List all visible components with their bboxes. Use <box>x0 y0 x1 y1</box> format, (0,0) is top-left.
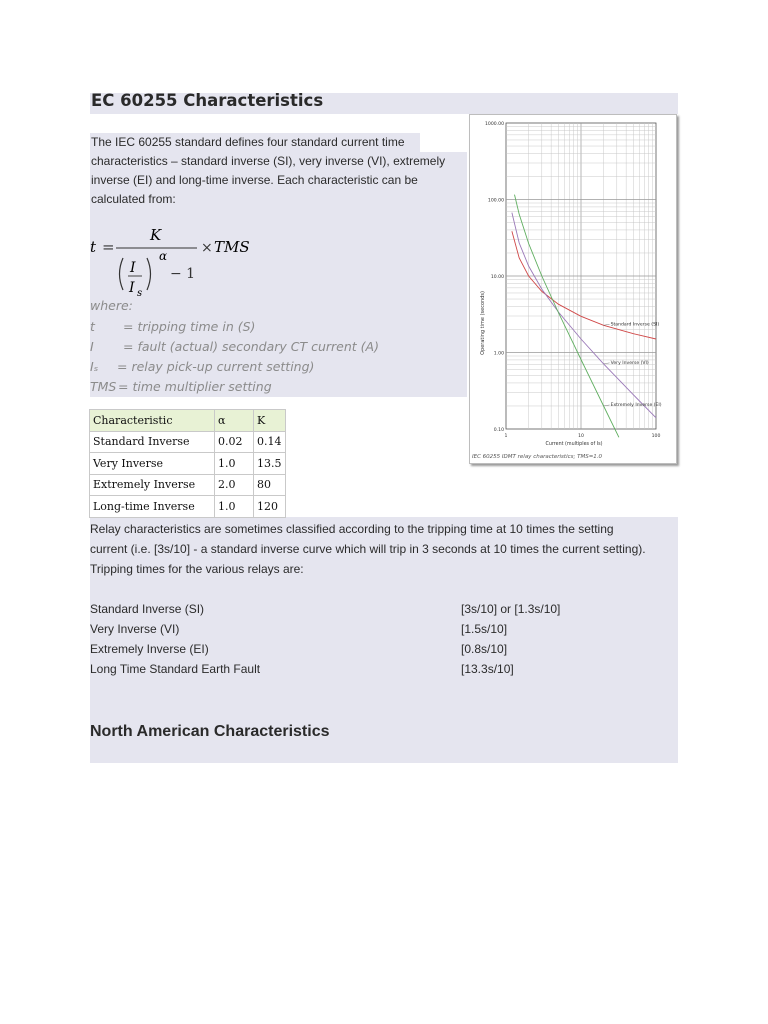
table-cell: 1.0 <box>215 496 254 518</box>
table-cell: 80 <box>254 474 286 496</box>
table-cell: Long-time Inverse <box>90 496 215 518</box>
chart-x-axis-label: Current (multiples of Is) <box>545 442 603 447</box>
y-tick-label: 1000.00 <box>485 121 504 127</box>
formula-minus-one: − 1 <box>170 266 196 282</box>
series-label: Standard Inverse (SI) <box>610 322 660 328</box>
tripping-name: Standard Inverse (SI) <box>90 602 205 616</box>
table-cell: Standard Inverse <box>90 431 215 453</box>
series-label: Extremely Inverse (EI) <box>610 402 662 408</box>
formula-alpha: α <box>159 249 168 263</box>
where-sym: TMS <box>90 379 117 394</box>
formula <box>90 222 270 302</box>
table-cell: 1.0 <box>215 453 254 475</box>
where-desc: = relay pick-up current setting) <box>117 359 315 374</box>
table-header-cell: α <box>215 410 254 432</box>
formula-numerator: K <box>150 226 162 244</box>
series-label: Very Inverse (VI) <box>610 360 649 366</box>
formula-s-sub: s <box>137 288 143 299</box>
right-paren <box>147 258 151 290</box>
where-desc: = tripping time in (S) <box>123 319 256 334</box>
tripping-name: Long Time Standard Earth Fault <box>90 662 261 676</box>
formula-graphic <box>90 222 270 302</box>
table-row <box>90 496 286 518</box>
table-cell: Extremely Inverse <box>90 474 215 496</box>
table-cell: 2.0 <box>215 474 254 496</box>
intro-line: inverse (EI) and long-time inverse. Each characteristic can be <box>91 173 418 187</box>
table-row <box>90 474 286 496</box>
tripping-value: [13.3s/10] <box>461 662 514 676</box>
idmt-chart-card <box>469 114 677 464</box>
formula-times: × <box>201 240 213 256</box>
idmt-chart <box>470 115 676 463</box>
y-tick-label: 1.00 <box>493 351 504 357</box>
y-tick-label: 0.10 <box>493 427 504 433</box>
table-cell: 0.02 <box>215 431 254 453</box>
x-tick-label: 100 <box>651 434 661 439</box>
formula-t: t <box>90 238 97 256</box>
table-row <box>90 453 286 475</box>
where-sym: Iₛ <box>90 359 99 374</box>
classification-line: current (i.e. [3s/10] - a standard inverse curve which will trip in 3 seconds at 10 times the current setting). <box>90 542 646 556</box>
formula-equals: = <box>102 238 115 256</box>
formula-Is: I <box>129 280 135 296</box>
where-sym: I <box>90 339 94 354</box>
table-header-cell: Characteristic <box>90 410 215 432</box>
x-tick-label: 10 <box>578 434 584 439</box>
tripping-value: [3s/10] or [1.3s/10] <box>461 602 561 616</box>
table-header-row <box>90 410 286 432</box>
table-cell: Very Inverse <box>90 453 215 475</box>
where-desc: = fault (actual) secondary CT current (A) <box>123 339 379 354</box>
tripping-value: [1.5s/10] <box>461 622 508 636</box>
table-cell: 0.14 <box>254 431 286 453</box>
table-row <box>90 431 286 453</box>
formula-tms: TMS <box>214 238 250 256</box>
y-tick-label: 100.00 <box>487 198 504 204</box>
classification-line: Relay characteristics are sometimes classified according to the tripping time at 10 times the setting <box>90 522 614 536</box>
chart-caption: IEC 60255 IDMT relay characteristics; TMS=1.0 <box>472 454 603 460</box>
table-cell: 120 <box>254 496 286 518</box>
where-sym: t <box>90 319 95 334</box>
tripping-name: Extremely Inverse (EI) <box>90 642 209 656</box>
intro-line: characteristics – standard inverse (SI), very inverse (VI), extremely <box>91 154 446 168</box>
where-desc: = time multiplier setting <box>118 379 272 394</box>
table-cell: 13.5 <box>254 453 286 475</box>
chart-y-axis-label: Operating time (seconds) <box>480 291 486 355</box>
left-paren <box>120 258 124 290</box>
section-title: EC 60255 Characteristics <box>91 91 324 110</box>
x-tick-label: 1 <box>504 434 508 439</box>
intro-line: The IEC 60255 standard defines four standard current time <box>91 135 405 149</box>
table-header-cell: K <box>254 410 286 432</box>
formula-I: I <box>130 260 136 276</box>
characteristics-table <box>89 409 286 518</box>
north-american-heading: North American Characteristics <box>90 723 330 740</box>
tripping-name: Very Inverse (VI) <box>90 622 180 636</box>
where-heading: where: <box>90 298 133 313</box>
y-tick-label: 10.00 <box>490 274 504 280</box>
intro-line: calculated from: <box>91 192 176 206</box>
tripping-value: [0.8s/10] <box>461 642 508 656</box>
intro-paragraph <box>90 133 445 209</box>
classification-line: Tripping times for the various relays are: <box>90 562 304 576</box>
